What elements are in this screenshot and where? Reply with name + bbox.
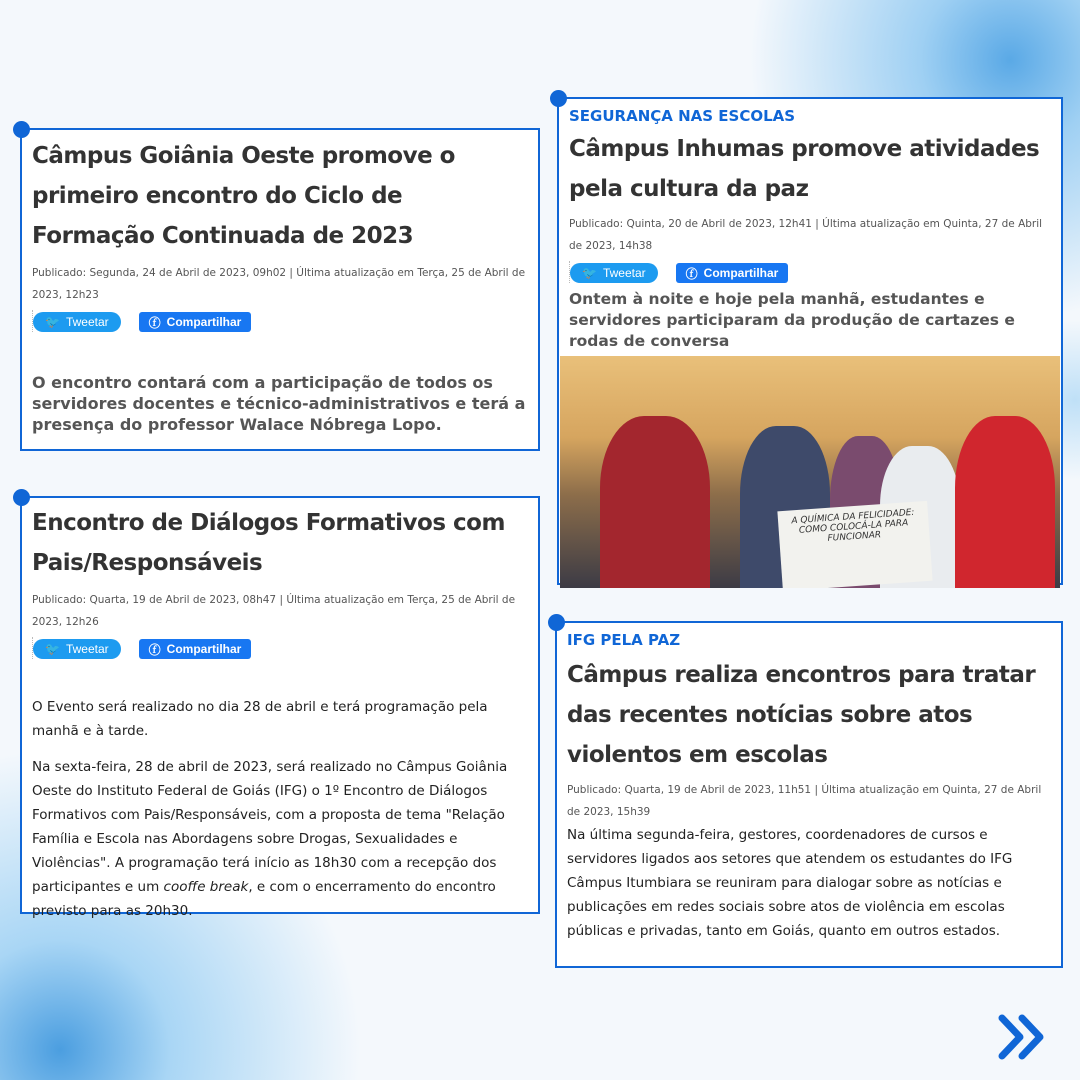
photo-poster: A QUÍMICA DA FELICIDADE: COMO COLOCÁ-LA PARA FUNCIONAR bbox=[777, 501, 932, 588]
next-chevron-icon[interactable] bbox=[998, 1012, 1048, 1062]
article-title[interactable]: Câmpus Goiânia Oeste promove o primeiro encontro do Ciclo de Formação Continuada de 2023 bbox=[32, 143, 455, 249]
share-label: Compartilhar bbox=[166, 315, 242, 329]
body-text: , e com o encerramento do encontro previsto para as 20h30. bbox=[32, 879, 496, 919]
article-card-1 bbox=[20, 128, 540, 451]
body-text: Na sexta-feira, 28 de abril de 2023, será realizado no Câmpus Goiânia Oeste do Instituto Federal de Goiás (IFG) o 1º Encontro de Diálogos Formativos com Pais/Responsáveis, com a proposta de tema "Relação Família e Escola nas Abordagens sobre Drogas, Sexualidades e Violências". A programação terá início as 18h30 com a recepção dos participantes e um bbox=[32, 759, 508, 895]
facebook-share-button[interactable] bbox=[676, 263, 789, 283]
twitter-icon: 🐦 bbox=[45, 642, 60, 656]
article-title[interactable]: Encontro de Diálogos Formativos com Pais/Responsáveis bbox=[32, 510, 505, 576]
article-body-p2 bbox=[32, 755, 528, 923]
share-bar bbox=[569, 261, 1051, 283]
tweet-label: Tweetar bbox=[65, 642, 109, 656]
article-card-4 bbox=[555, 621, 1063, 968]
facebook-icon: ⓕ bbox=[148, 315, 161, 330]
tweet-button[interactable] bbox=[33, 639, 121, 659]
twitter-icon: 🐦 bbox=[45, 315, 60, 329]
article-card-2 bbox=[20, 496, 540, 919]
facebook-icon: ⓕ bbox=[685, 266, 698, 281]
facebook-icon: ⓕ bbox=[148, 642, 161, 657]
twitter-icon: 🐦 bbox=[582, 266, 597, 280]
article-photo bbox=[560, 356, 1060, 588]
tweet-button[interactable] bbox=[33, 312, 121, 332]
facebook-share-button[interactable] bbox=[139, 312, 252, 332]
share-bar bbox=[32, 310, 528, 332]
article-category[interactable]: SEGURANÇA NAS ESCOLAS bbox=[569, 107, 796, 125]
article-lead: Ontem à noite e hoje pela manhã, estudantes e servidores participaram da produção de cartazes e rodas de conversa bbox=[569, 290, 1015, 350]
article-meta: Publicado: Quarta, 19 de Abril de 2023, 11h51 | Última atualização em Quinta, 27 de Abril de 2023, 15h39 bbox=[567, 784, 1042, 818]
article-card-3 bbox=[557, 97, 1063, 585]
article-lead: O encontro contará com a participação de todos os servidores docentes e técnico-administrativos e terá a presença do professor Walace Nóbrega Lopo. bbox=[32, 373, 526, 434]
article-category[interactable]: IFG PELA PAZ bbox=[567, 631, 681, 649]
article-title[interactable]: Câmpus Inhumas promove atividades pela cultura da paz bbox=[569, 136, 1040, 202]
bullet-dot bbox=[13, 121, 30, 138]
photo-person bbox=[955, 416, 1055, 588]
photo-person bbox=[600, 416, 710, 588]
article-body: Na última segunda-feira, gestores, coordenadores de cursos e servidores ligados aos setores que atendem os estudantes do IFG Câmpus Itumbiara se reuniram para dialogar sobre as notícias e publicações em redes sociais sobre atos de violência em escolas públicas e privadas, tanto em Goiás, quanto em outros estados. bbox=[567, 827, 1013, 939]
share-label: Compartilhar bbox=[703, 266, 779, 280]
article-meta: Publicado: Quinta, 20 de Abril de 2023, 12h41 | Última atualização em Quinta, 27 de Abril de 2023, 14h38 bbox=[569, 218, 1043, 252]
bullet-dot bbox=[548, 614, 565, 631]
facebook-share-button[interactable] bbox=[139, 639, 252, 659]
article-body-p1: O Evento será realizado no dia 28 de abril e terá programação pela manhã e à tarde. bbox=[32, 699, 488, 739]
article-meta: Publicado: Quarta, 19 de Abril de 2023, 08h47 | Última atualização em Terça, 25 de Abril de 2023, 12h26 bbox=[32, 594, 516, 628]
tweet-label: Tweetar bbox=[65, 315, 109, 329]
tweet-label: Tweetar bbox=[602, 266, 646, 280]
body-emphasis: cooffe break bbox=[163, 879, 249, 895]
share-label: Compartilhar bbox=[166, 642, 242, 656]
bullet-dot bbox=[550, 90, 567, 107]
article-meta: Publicado: Segunda, 24 de Abril de 2023, 09h02 | Última atualização em Terça, 25 de Abril de 2023, 12h23 bbox=[32, 267, 526, 301]
bullet-dot bbox=[13, 489, 30, 506]
article-title[interactable]: Câmpus realiza encontros para tratar das recentes notícias sobre atos violentos em escolas bbox=[567, 662, 1036, 768]
share-bar bbox=[32, 637, 528, 659]
tweet-button[interactable] bbox=[570, 263, 658, 283]
